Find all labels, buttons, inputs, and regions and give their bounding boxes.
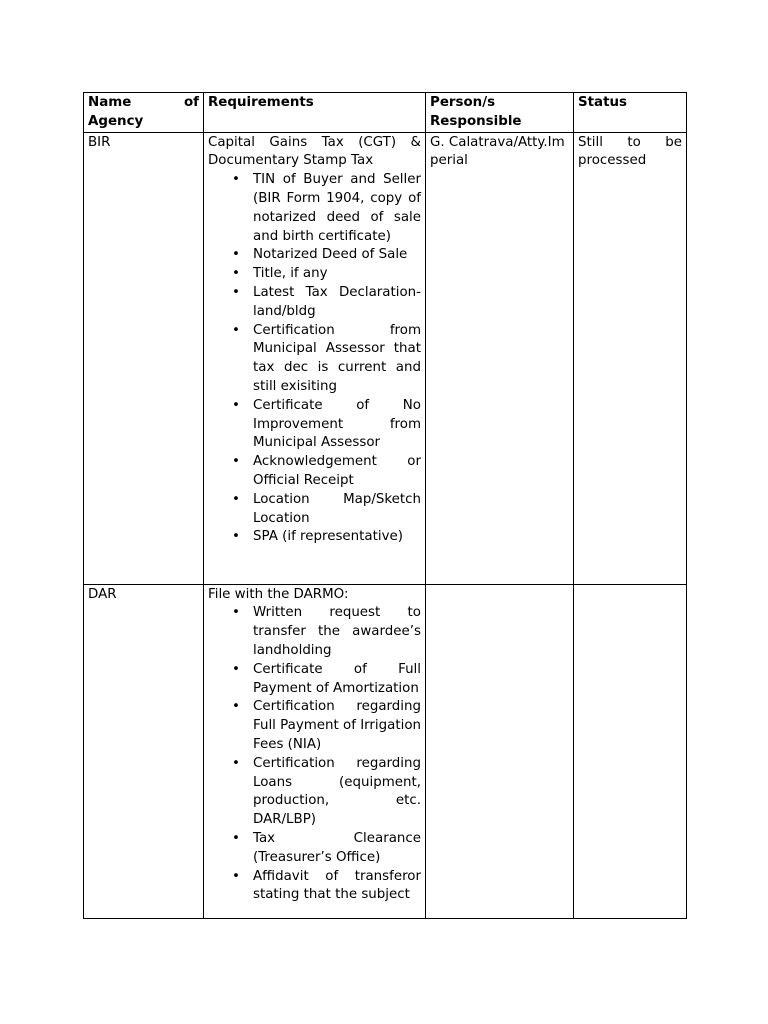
table-row [84, 584, 687, 918]
header-status-label: Status [578, 95, 627, 110]
cell-requirements [204, 132, 426, 584]
bullet-icon: • [232, 868, 240, 884]
list-item-text: Certification regarding Full Payment of Irrigation Fees (NIA) [253, 699, 421, 752]
header-person-responsible [426, 93, 574, 133]
list-item [232, 698, 421, 754]
cell-person-responsible [426, 132, 574, 584]
bullet-icon: • [232, 397, 240, 413]
status-line2: processed [578, 153, 647, 169]
bullet-icon: • [232, 491, 240, 507]
list-item [232, 755, 421, 830]
header-requirements-label: Requirements [208, 95, 314, 110]
header-agency [84, 93, 204, 133]
bullet-icon: • [232, 172, 240, 188]
list-item-text: Title, if any [253, 266, 328, 282]
list-item [232, 453, 421, 491]
cell-agency [84, 132, 204, 584]
bullet-icon: • [232, 529, 240, 545]
list-item [232, 528, 421, 547]
cell-person-responsible [426, 584, 574, 918]
header-person-line1: Person/s [430, 95, 496, 110]
requirements-table [83, 92, 687, 919]
bullet-icon: • [232, 454, 240, 470]
list-item-text: Certification regarding Loans (equipment, production, etc. DAR/LBP) [253, 755, 421, 828]
list-item-text: Tax Clearance (Treasurer’s Office) [253, 830, 421, 865]
person-responsible: G. Calatrava/Atty.Imperial [430, 134, 565, 169]
list-item-text: SPA (if representative) [253, 529, 403, 545]
header-status [574, 93, 687, 133]
list-item-text: Certificate of No Improvement from Municipal Assessor [253, 397, 421, 451]
list-item [232, 661, 421, 699]
cell-agency [84, 584, 204, 918]
list-item [232, 265, 421, 284]
bullet-icon: • [232, 284, 240, 300]
list-item-text: Affidavit of transferor stating that the subject [253, 868, 421, 903]
requirements-list [208, 604, 421, 905]
bullet-icon: • [232, 699, 240, 715]
list-item-text: Certificate of Full Payment of Amortization [253, 661, 421, 696]
list-item-text: Location Map/Sketch Location [253, 491, 421, 526]
list-item [232, 397, 421, 453]
bullet-icon: • [232, 322, 240, 338]
bullet-icon: • [232, 830, 240, 846]
agency-name: BIR [88, 134, 111, 150]
list-item-text: Acknowledgement or Official Receipt [253, 454, 421, 488]
bullet-icon: • [232, 247, 240, 263]
list-item [232, 322, 421, 397]
header-person-line2: Responsible [430, 113, 522, 129]
table-header-row [84, 93, 687, 133]
header-requirements [204, 93, 426, 133]
list-item-text: TIN of Buyer and Seller (BIR Form 1904, copy of notarized deed of sale and birth certificate) [253, 172, 421, 244]
cell-requirements [204, 584, 426, 918]
list-item-text: Latest Tax Declaration-land/bldg [253, 284, 421, 319]
list-item [232, 868, 421, 906]
agency-name: DAR [88, 586, 117, 602]
list-item [232, 830, 421, 868]
header-agency-line2: Agency [88, 113, 144, 129]
table-row [84, 132, 687, 584]
list-item-text: Written request to transfer the awardee’s landholding [253, 605, 421, 658]
bullet-icon: • [232, 266, 240, 282]
requirements-list [208, 171, 421, 547]
list-item [232, 604, 421, 660]
list-item-text: Certification from Municipal Assessor that tax dec is current and still exisiting [253, 322, 421, 394]
bullet-icon: • [232, 605, 240, 621]
list-item [232, 171, 421, 246]
header-agency-line1: Name of [88, 95, 199, 110]
requirements-intro: Capital Gains Tax (CGT) & Documentary Stamp Tax [208, 134, 421, 169]
list-item [232, 491, 421, 529]
list-item-text: Notarized Deed of Sale [253, 247, 408, 263]
list-item [232, 284, 421, 322]
list-item [232, 246, 421, 265]
cell-status [574, 132, 687, 584]
bullet-icon: • [232, 661, 240, 677]
cell-status [574, 584, 687, 918]
bullet-icon: • [232, 755, 240, 771]
status-line1: Still to be [578, 134, 682, 150]
requirements-intro: File with the DARMO: [208, 586, 349, 602]
